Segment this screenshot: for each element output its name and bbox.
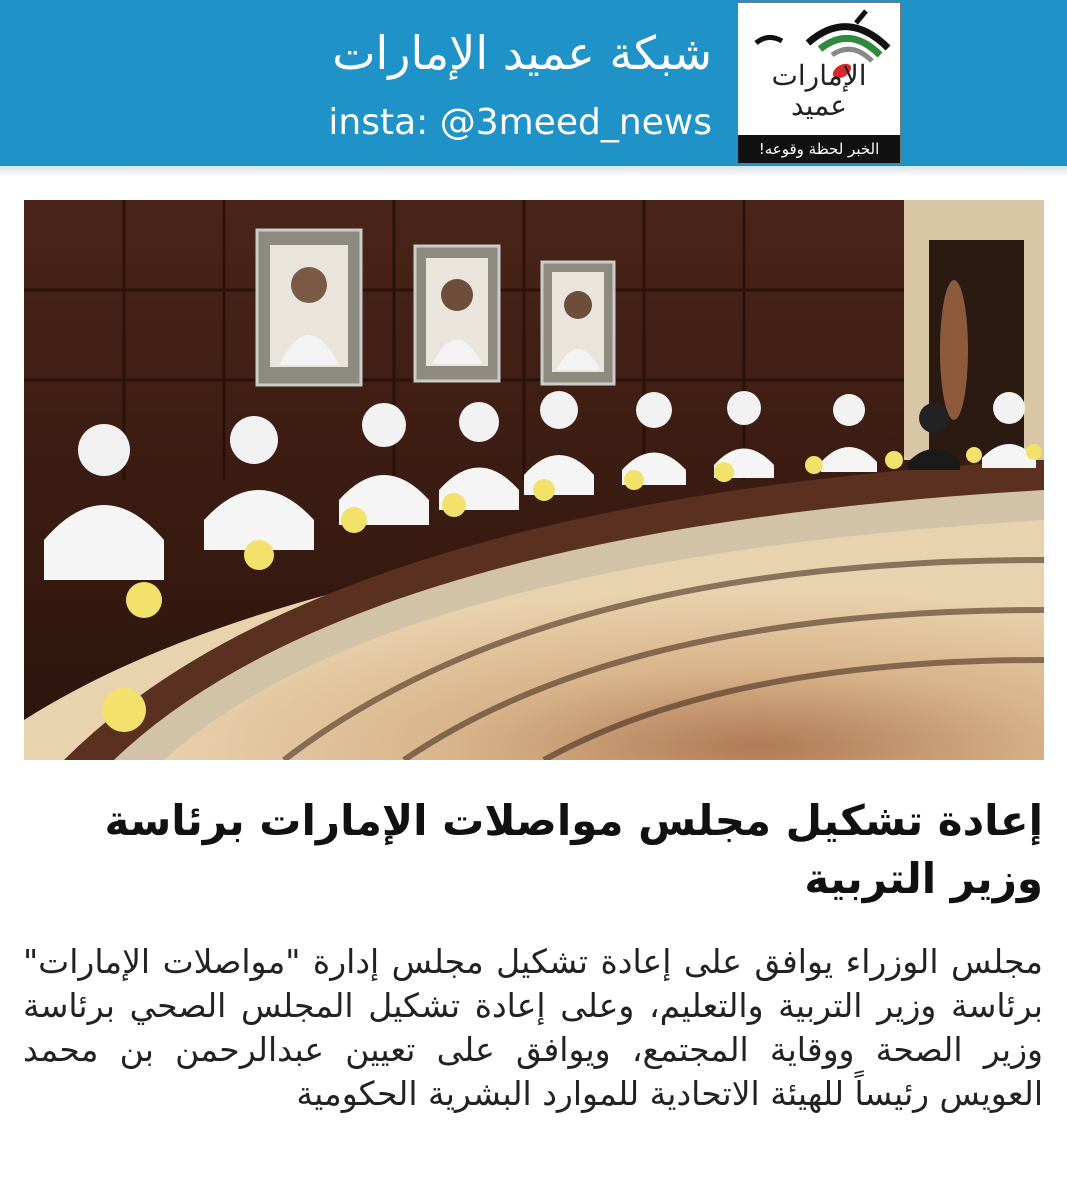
logo-name-line1: الإمارات	[771, 59, 867, 92]
article-body: مجلس الوزراء يوافق على إعادة تشكيل مجلس إدارة "مواصلات الإمارات" برئاسة وزير التربية والتعليم، وعلى إعادة تشكيل المجلس الصحي برئاسة وزير الصحة ووقاية المجتمع، ويوافق على تعيين عبدالرحمن بن محمد العويس رئيساً للهيئة الاتحادية للموارد البشرية الحكومية	[23, 942, 1043, 1113]
logo-wordmark	[744, 61, 894, 121]
header-shadow	[0, 166, 1067, 176]
logo-slogan: الخبر لحظة وقوعه!	[738, 135, 900, 163]
meeting-room-illustration-icon	[24, 200, 1044, 760]
logo-name-line2: عميد	[790, 89, 848, 122]
article-headline: إعادة تشكيل مجلس مواصلات الإمارات برئاسة وزير التربية	[104, 796, 1043, 903]
logo	[737, 2, 901, 164]
cabinet-meeting-photo	[24, 200, 1044, 760]
instagram-handle[interactable]: insta: @3meed_news	[328, 102, 712, 143]
header-bar	[0, 0, 1067, 166]
site-title: شبكة عميد الإمارات	[332, 26, 712, 80]
